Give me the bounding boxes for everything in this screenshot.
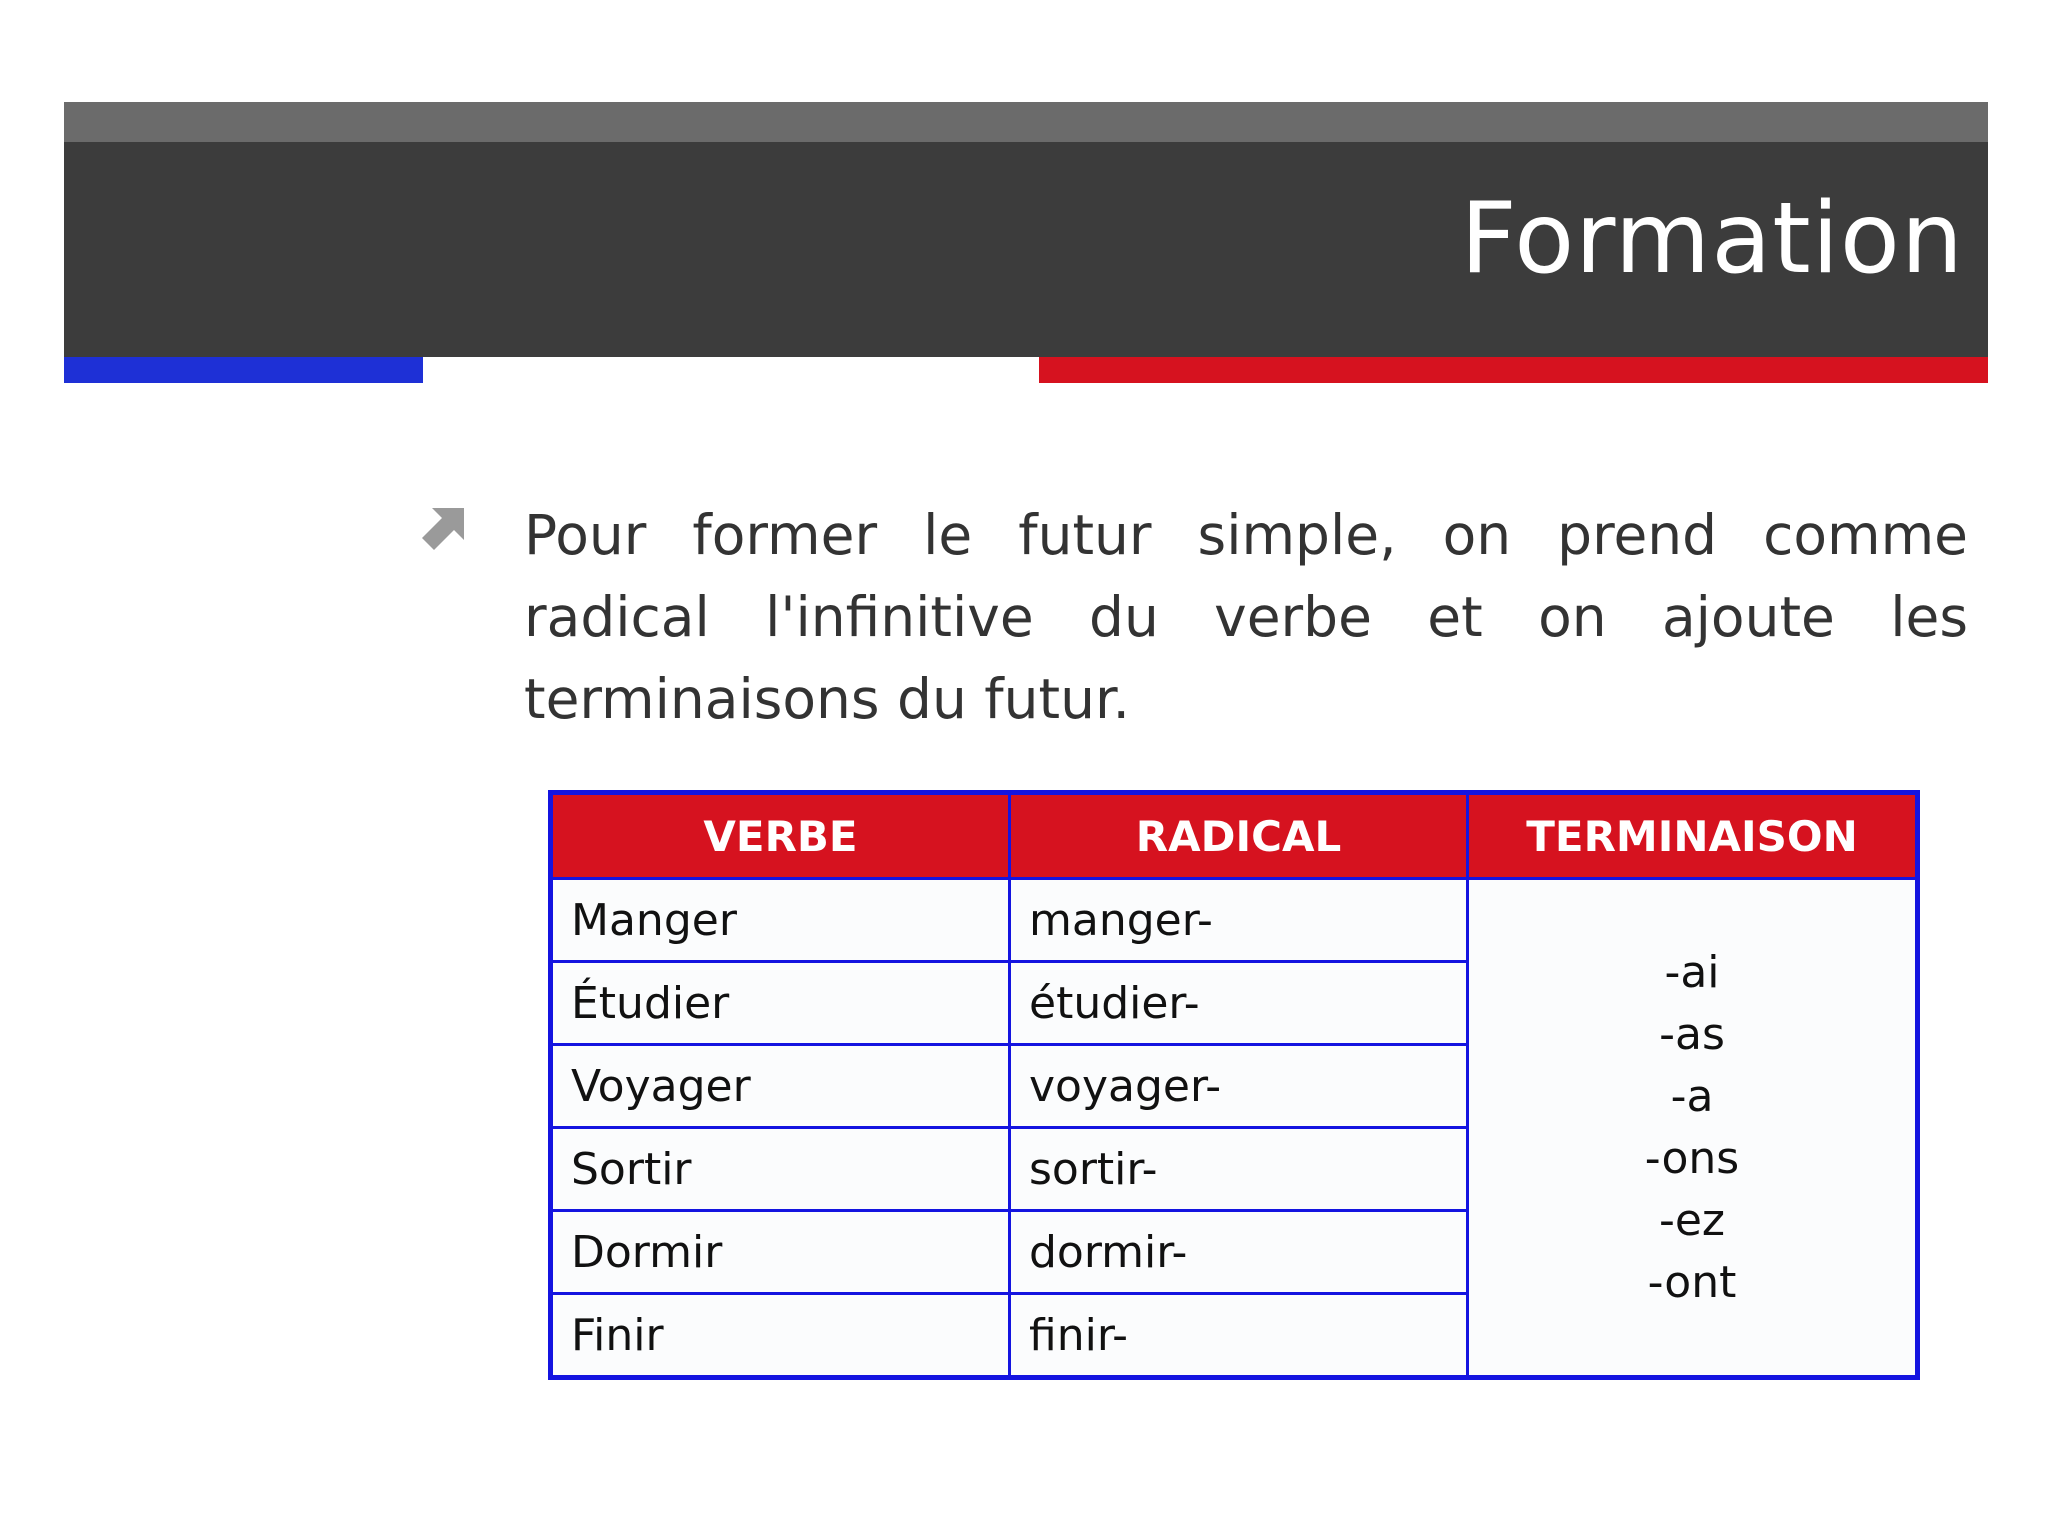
title-bar-top-band — [64, 102, 1988, 142]
verbe-cell: Sortir — [551, 1128, 1010, 1211]
verbe-cell: Manger — [551, 879, 1010, 962]
flag-stripe-red — [1039, 357, 1988, 383]
terminaison-item: -ez — [1658, 1194, 1726, 1246]
radical-cell: sortir- — [1010, 1128, 1468, 1211]
verbe-cell: Étudier — [551, 962, 1010, 1045]
table-header-row — [551, 793, 1918, 879]
terminaison-item: -a — [1670, 1070, 1714, 1122]
verbe-cell: Dormir — [551, 1211, 1010, 1294]
flag-stripe-blue — [64, 357, 423, 383]
bullet-text: Pour former le futur simple, on prend comme radical l'infinitive du verbe et on ajoute les terminaisons du futur. — [524, 503, 1968, 731]
radical-cell: dormir- — [1010, 1211, 1468, 1294]
verbe-cell: Voyager — [551, 1045, 1010, 1128]
radical-cell: manger- — [1010, 879, 1468, 962]
terminaison-item: -as — [1659, 1008, 1725, 1060]
header-verbe: VERBE — [551, 793, 1010, 879]
terminaison-item: -ai — [1664, 946, 1720, 998]
flag-stripe-white — [423, 357, 1039, 383]
radical-cell: étudier- — [1010, 962, 1468, 1045]
radical-cell: finir- — [1010, 1294, 1468, 1378]
arrow-up-right-icon — [420, 502, 470, 552]
slide-title: Formation — [1460, 182, 1964, 296]
title-bar — [64, 102, 1988, 357]
table-row — [551, 879, 1918, 962]
radical-cell: voyager- — [1010, 1045, 1468, 1128]
header-radical: RADICAL — [1010, 793, 1468, 879]
terminaison-item: -ont — [1647, 1256, 1737, 1308]
conjugation-table — [548, 790, 1920, 1380]
verbe-cell: Finir — [551, 1294, 1010, 1378]
terminaison-item: -ons — [1644, 1132, 1740, 1184]
header-terminaison: TERMINAISON — [1468, 793, 1918, 879]
terminaison-cell — [1468, 879, 1918, 1378]
